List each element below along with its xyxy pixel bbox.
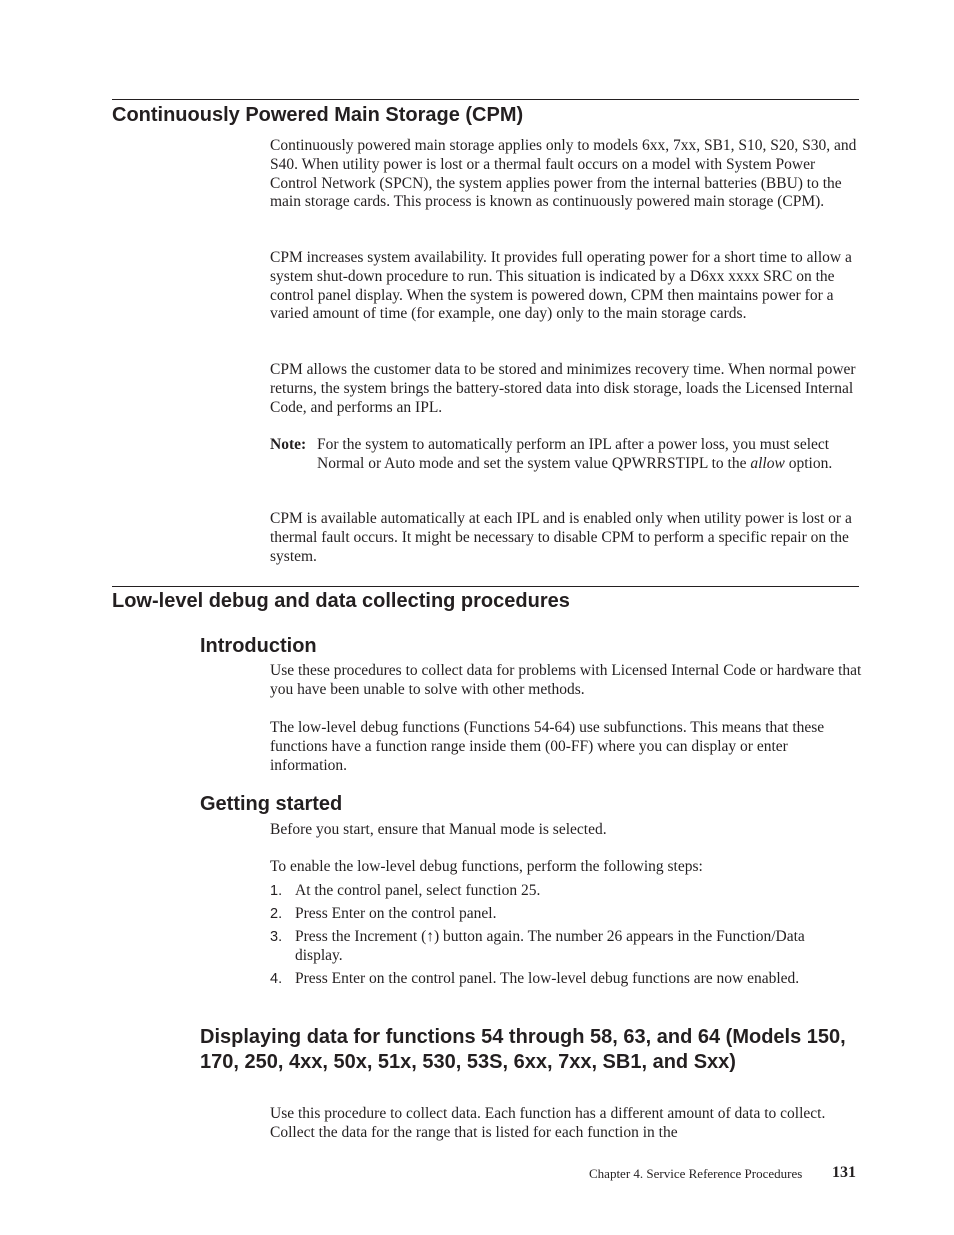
section-rule	[112, 99, 859, 100]
cpm-paragraph-2: CPM increases system availability. It provides full operating power for a short time to allow a system shut-down procedure to run. This situation is indicated by a D6xx xxxx SRC on the control panel display. When the system is powered down, CPM then maintains power for a varied amount of time (for example, one day) only to the main storage cards.	[270, 249, 852, 323]
step-text: Press the Increment (↑) button again. The number 26 appears in the Function/Data display.	[295, 928, 805, 964]
step-text: Press Enter on the control panel. The low-level debug functions are now enabled.	[295, 970, 800, 987]
subheading-displaying-data: Displaying data for functions 54 through 58, 63, and 64 (Models 150, 170, 250, 4xx, 50x, 51x, 530, 53S, 6xx, 7xx, SB1, and Sxx)	[200, 1026, 846, 1073]
step-number: 3.	[270, 929, 283, 945]
getting-started-paragraph-2: To enable the low-level debug functions, perform the following steps:	[270, 858, 703, 875]
note-text-italic: allow	[750, 454, 785, 472]
section-heading-cpm: Continuously Powered Main Storage (CPM)	[112, 104, 524, 126]
note-text-end: option.	[784, 454, 833, 472]
cpm-paragraph-3: CPM allows the customer data to be stored and minimizes recovery time. When normal power returns, the system brings the battery-stored data into disk storage, loads the Licensed Internal Code, and performs an IPL.	[270, 361, 856, 416]
subheading-introduction: Introduction	[200, 635, 317, 657]
intro-paragraph-1: Use these procedures to collect data for problems with Licensed Internal Code or hardware that you have been unable to solve with other methods.	[270, 662, 862, 698]
step-text: At the control panel, select function 25.	[295, 882, 541, 899]
displaying-paragraph-1: Use this procedure to collect data. Each function has a different amount of data to collect. Collect the data for the range that is listed for each function in the	[270, 1105, 826, 1141]
cpm-paragraph-4: CPM is available automatically at each IPL and is enabled only when utility power is lost or a thermal fault occurs. It might be necessary to disable CPM to perform a specific repair on the system.	[270, 510, 852, 565]
step-text: Press Enter on the control panel.	[295, 905, 497, 922]
note-label: Note:	[270, 436, 307, 453]
intro-paragraph-2: The low-level debug functions (Functions 54-64) use subfunctions. This means that these functions have a function range inside them (00-FF) where you can display or enter information.	[270, 719, 825, 774]
cpm-paragraph-1: Continuously powered main storage applies only to models 6xx, 7xx, SB1, S10, S20, S30, and S40. When utility power is lost or a thermal fault occurs on a model with System Power Control Network (SPCN), the system applies power from the internal batteries (BBU) to the main storage cards. This process is known as continuously powered main storage (CPM).	[270, 137, 857, 211]
section-rule	[112, 586, 859, 587]
footer-chapter: Chapter 4. Service Reference Procedures	[589, 1166, 803, 1181]
footer-page-number: 131	[832, 1164, 856, 1181]
note-text	[317, 436, 865, 474]
step-number: 2.	[270, 906, 283, 922]
step-number: 4.	[270, 971, 283, 987]
step-number: 1.	[270, 883, 283, 899]
getting-started-paragraph-1: Before you start, ensure that Manual mode is selected.	[270, 821, 607, 838]
subheading-getting-started: Getting started	[200, 793, 343, 815]
note-text-main: For the system to automatically perform an IPL after a power loss, you must select Normal or Auto mode and set the system value QPWRRSTIPL to the	[317, 436, 830, 472]
section-heading-lowlevel: Low-level debug and data collecting procedures	[112, 590, 570, 612]
